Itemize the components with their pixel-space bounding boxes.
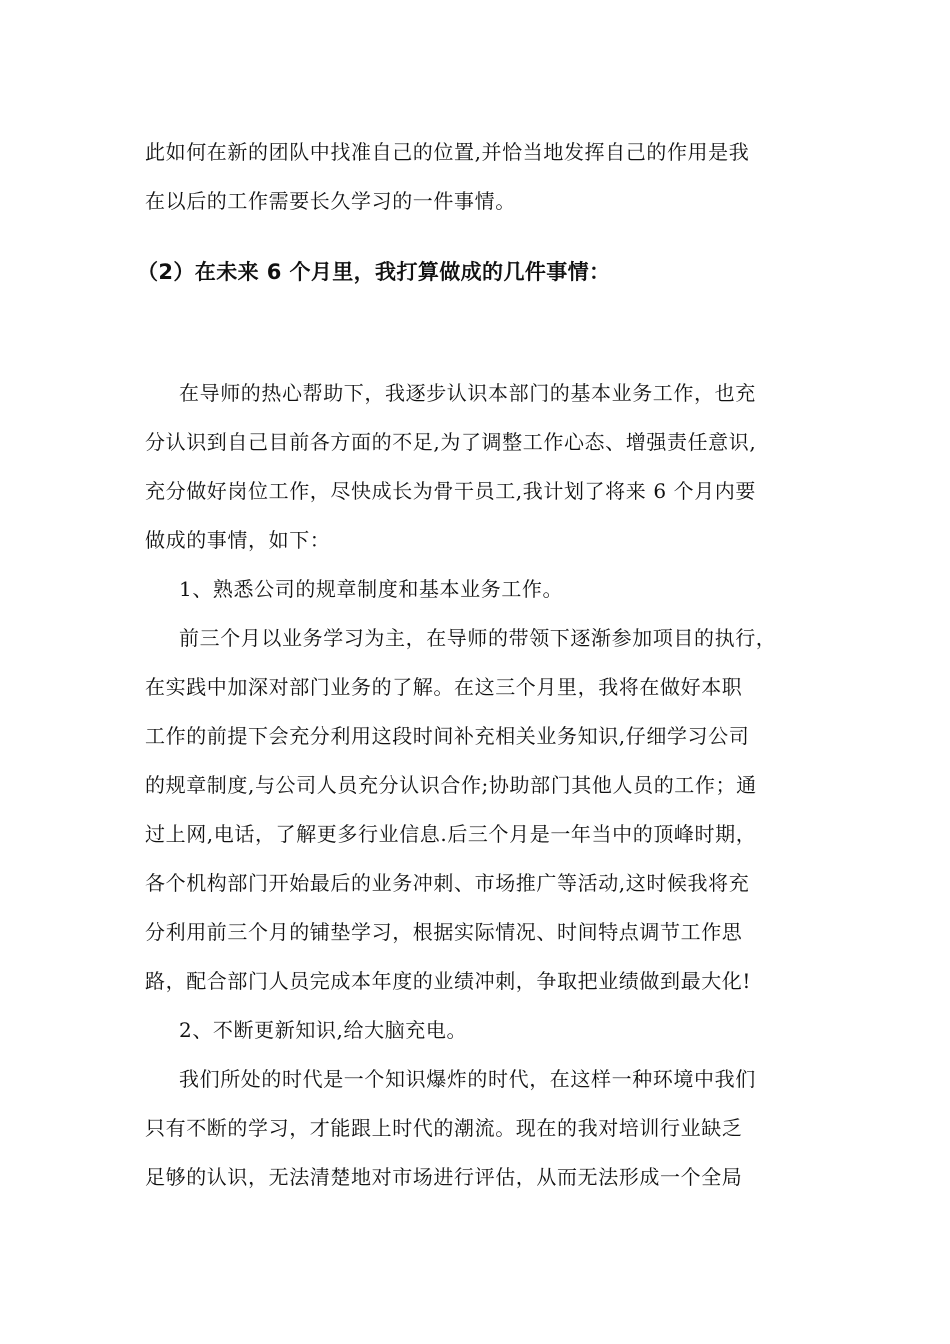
text-line: 前三个月以业务学习为主，在导师的带领下逐渐参加项目的执行， bbox=[179, 626, 777, 650]
intro-paragraph bbox=[145, 369, 815, 565]
continued-paragraph bbox=[145, 128, 815, 226]
text-line: 路，配合部门人员完成本年度的业绩冲刺，争取把业绩做到最大化! bbox=[145, 969, 752, 993]
text-line: 在以后的工作需要长久学习的一件事情。 bbox=[145, 189, 516, 213]
text-line: 在实践中加深对部门业务的了解。在这三个月里，我将在做好本职 bbox=[145, 675, 743, 699]
text-line: 此如何在新的团队中找准自己的位置,并恰当地发挥自己的作用是我 bbox=[145, 140, 750, 164]
text-line: 只有不断的学习，才能跟上时代的潮流。现在的我对培训行业缺乏 bbox=[145, 1116, 743, 1140]
text-line: 的规章制度,与公司人员充分认识合作;协助部门其他人员的工作；通 bbox=[145, 773, 757, 797]
text-line: 分利用前三个月的铺垫学习，根据实际情况、时间特点调节工作思 bbox=[145, 920, 743, 944]
text-line: 在导师的热心帮助下，我逐步认识本部门的基本业务工作，也充 bbox=[179, 381, 756, 405]
text-line: 足够的认识，无法清楚地对市场进行评估，从而无法形成一个全局 bbox=[145, 1165, 743, 1189]
heading-spacer bbox=[145, 297, 815, 369]
list-item-title: 1、熟悉公司的规章制度和基本业务工作。 bbox=[179, 577, 564, 601]
text-line: 我们所处的时代是一个知识爆炸的时代，在这样一种环境中我们 bbox=[179, 1067, 756, 1091]
document-body bbox=[137, 128, 815, 1202]
item1-paragraph bbox=[145, 614, 815, 1006]
list-item-title: 2、不断更新知识,给大脑充电。 bbox=[179, 1018, 468, 1042]
text-line: 各个机构部门开始最后的业务冲刺、市场推广等活动,这时候我将充 bbox=[145, 871, 750, 895]
text-line: 过上网,电话，了解更多行业信息.后三个月是一年当中的顶峰时期， bbox=[145, 822, 757, 846]
text-line: 做成的事情，如下： bbox=[145, 528, 331, 552]
text-line: 充分做好岗位工作，尽快成长为骨干员工,我计划了将来 6 个月内要 bbox=[145, 479, 756, 503]
section-heading: （2）在未来 6 个月里，我打算做成的几件事情： bbox=[137, 260, 611, 284]
item2-paragraph bbox=[145, 1055, 815, 1202]
text-line: 分认识到自己目前各方面的不足,为了调整工作心态、增强责任意识, bbox=[145, 430, 757, 454]
text-line: 工作的前提下会充分利用这段时间补充相关业务知识,仔细学习公司 bbox=[145, 724, 750, 748]
